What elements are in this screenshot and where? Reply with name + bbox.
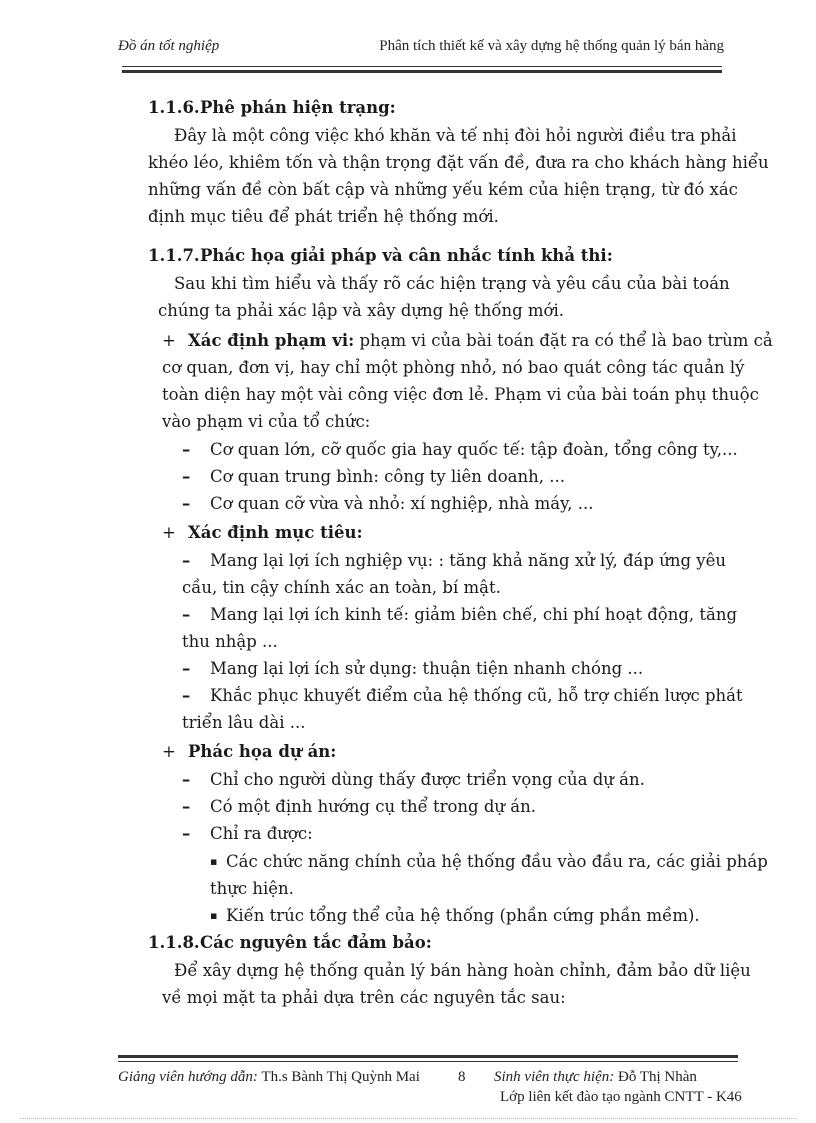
scope-item-3 <box>182 494 593 513</box>
section-117-intro-2: chúng ta phải xác lập và xây dựng hệ thống mới. <box>158 301 564 320</box>
section-117-intro-1: Sau khi tìm hiểu và thấy rõ các hiện trạng và yêu cầu của bài toán <box>174 274 730 293</box>
sketch-subitem-2 <box>210 906 700 925</box>
dash-bullet: – <box>182 686 191 705</box>
goals-heading <box>162 523 363 542</box>
sketch-item-3 <box>182 824 313 843</box>
footer-instructor <box>118 1069 420 1086</box>
goals-item-4-text: Khắc phục khuyết điểm của hệ thống cũ, hỗ trợ chiến lược phát <box>210 686 743 705</box>
footer-class: Lớp liên kết đào tạo ngành CNTT - K46 <box>500 1089 742 1105</box>
header-left-title: Đồ án tốt nghiệp <box>118 38 220 54</box>
section-118-number: 1.1.8. <box>148 933 200 952</box>
sketch-subitem-1-text: Các chức năng chính của hệ thống đầu vào đầu ra, các giải pháp <box>226 852 768 871</box>
sketch-item-1-text: Chỉ cho người dùng thấy được triển vọng của dự án. <box>210 770 645 789</box>
goals-item-3-text: Mang lại lợi ích sử dụng: thuận tiện nhanh chóng ... <box>210 659 644 678</box>
section-118-heading <box>148 933 432 952</box>
dash-bullet: – <box>182 440 191 459</box>
sketch-label: Phác họa dự án: <box>188 742 337 761</box>
section-118-line-2: về mọi mặt ta phải dựa trên các nguyên tắc sau: <box>162 988 566 1007</box>
footer-rule-thin <box>118 1061 738 1062</box>
goals-item-1-cont: cầu, tin cậy chính xác an toàn, bí mật. <box>182 578 501 597</box>
goals-item-4 <box>182 686 743 705</box>
scope-line-4: vào phạm vi của tổ chức: <box>162 412 371 431</box>
square-bullet-icon: ▪ <box>210 909 218 922</box>
footer-student <box>494 1069 697 1086</box>
dash-bullet: – <box>182 770 191 789</box>
plus-bullet: + <box>162 523 176 542</box>
dash-bullet: – <box>182 494 191 513</box>
footer-instructor-name: Th.s Bành Thị Quỳnh Mai <box>261 1069 420 1085</box>
header-rule-thin <box>122 66 722 67</box>
section-116-line-1: Đây là một công việc khó khăn và tế nhị đòi hỏi người điều tra phải <box>174 126 737 145</box>
scope-item-2-text: Cơ quan trung bình: công ty liên doanh, ... <box>210 467 565 486</box>
scope-item-1-text: Cơ quan lớn, cỡ quốc gia hay quốc tế: tập đoàn, tổng công ty,... <box>210 440 738 459</box>
sketch-subitem-1 <box>210 852 768 871</box>
section-117-heading <box>148 246 613 265</box>
section-116-heading <box>148 98 396 117</box>
goals-item-2 <box>182 605 738 624</box>
scope-item-1 <box>182 440 738 459</box>
goals-item-1 <box>182 551 726 570</box>
scope-line-3: toàn diện hay một vài công việc đơn lẻ. Phạm vi của bài toán phụ thuộc <box>162 385 759 404</box>
section-118-title: Các nguyên tắc đảm bảo: <box>200 933 432 952</box>
goals-label: Xác định mục tiêu: <box>188 523 363 542</box>
scope-item-3-text: Cơ quan cỡ vừa và nhỏ: xí nghiệp, nhà máy, ... <box>210 494 594 513</box>
scope-first-line <box>162 331 773 350</box>
sketch-item-3-text: Chỉ ra được: <box>210 824 313 843</box>
section-116-number: 1.1.6. <box>148 98 200 117</box>
sketch-heading <box>162 742 336 761</box>
goals-item-2-text: Mang lại lợi ích kinh tế: giảm biên chế, chi phí hoạt động, tăng <box>210 605 738 624</box>
footer-student-label: Sinh viên thực hiện: <box>494 1069 615 1085</box>
scope-item-2 <box>182 467 565 486</box>
goals-item-1-text: Mang lại lợi ích nghiệp vụ: : tăng khả năng xử lý, đáp ứng yêu <box>210 551 726 570</box>
goals-item-3 <box>182 659 643 678</box>
section-117-number: 1.1.7. <box>148 246 200 265</box>
footer-page-number: 8 <box>458 1069 466 1085</box>
section-116-line-4: định mục tiêu để phát triển hệ thống mới. <box>148 207 499 226</box>
sketch-subitem-2-text: Kiến trúc tổng thể của hệ thống (phần cứng phần mềm). <box>226 906 700 925</box>
dash-bullet: – <box>182 605 191 624</box>
header-rule-thick <box>122 70 722 73</box>
goals-item-4-cont: triển lâu dài ... <box>182 713 306 732</box>
sketch-item-2 <box>182 797 536 816</box>
dash-bullet: – <box>182 467 191 486</box>
scope-text-first: phạm vi của bài toán đặt ra có thể là bao trùm cả <box>359 331 773 350</box>
section-117-title: Phác họa giải pháp và cân nhắc tính khả thi: <box>200 246 613 265</box>
dash-bullet: – <box>182 824 191 843</box>
footer-instructor-label: Giảng viên hướng dẫn: <box>118 1069 258 1085</box>
sketch-subitem-1-cont: thực hiện. <box>210 879 294 898</box>
footer-rule-thick <box>118 1055 738 1058</box>
header-right-title: Phân tích thiết kế và xây dựng hệ thống quản lý bán hàng <box>379 38 724 54</box>
sketch-item-2-text: Có một định hướng cụ thể trong dự án. <box>210 797 537 816</box>
square-bullet-icon: ▪ <box>210 855 218 868</box>
dash-bullet: – <box>182 659 191 678</box>
scope-line-2: cơ quan, đơn vị, hay chỉ một phòng nhỏ, nó bao quát công tác quản lý <box>162 358 745 377</box>
dash-bullet: – <box>182 551 191 570</box>
page-edge-dotted-line <box>20 1118 796 1119</box>
plus-bullet: + <box>162 331 176 350</box>
footer-student-name: Đỗ Thị Nhàn <box>617 1069 697 1085</box>
sketch-item-1 <box>182 770 645 789</box>
plus-bullet: + <box>162 742 176 761</box>
section-116-title: Phê phán hiện trạng: <box>200 98 396 117</box>
goals-item-2-cont: thu nhập ... <box>182 632 278 651</box>
scope-label: Xác định phạm vi: <box>188 331 355 350</box>
section-116-line-3: những vấn đề còn bất cập và những yếu kém của hiện trạng, từ đó xác <box>148 180 738 199</box>
dash-bullet: – <box>182 797 191 816</box>
section-116-line-2: khéo léo, khiêm tốn và thận trọng đặt vấn đề, đưa ra cho khách hàng hiểu <box>148 153 769 172</box>
section-118-line-1: Để xây dựng hệ thống quản lý bán hàng hoàn chỉnh, đảm bảo dữ liệu <box>174 961 751 980</box>
